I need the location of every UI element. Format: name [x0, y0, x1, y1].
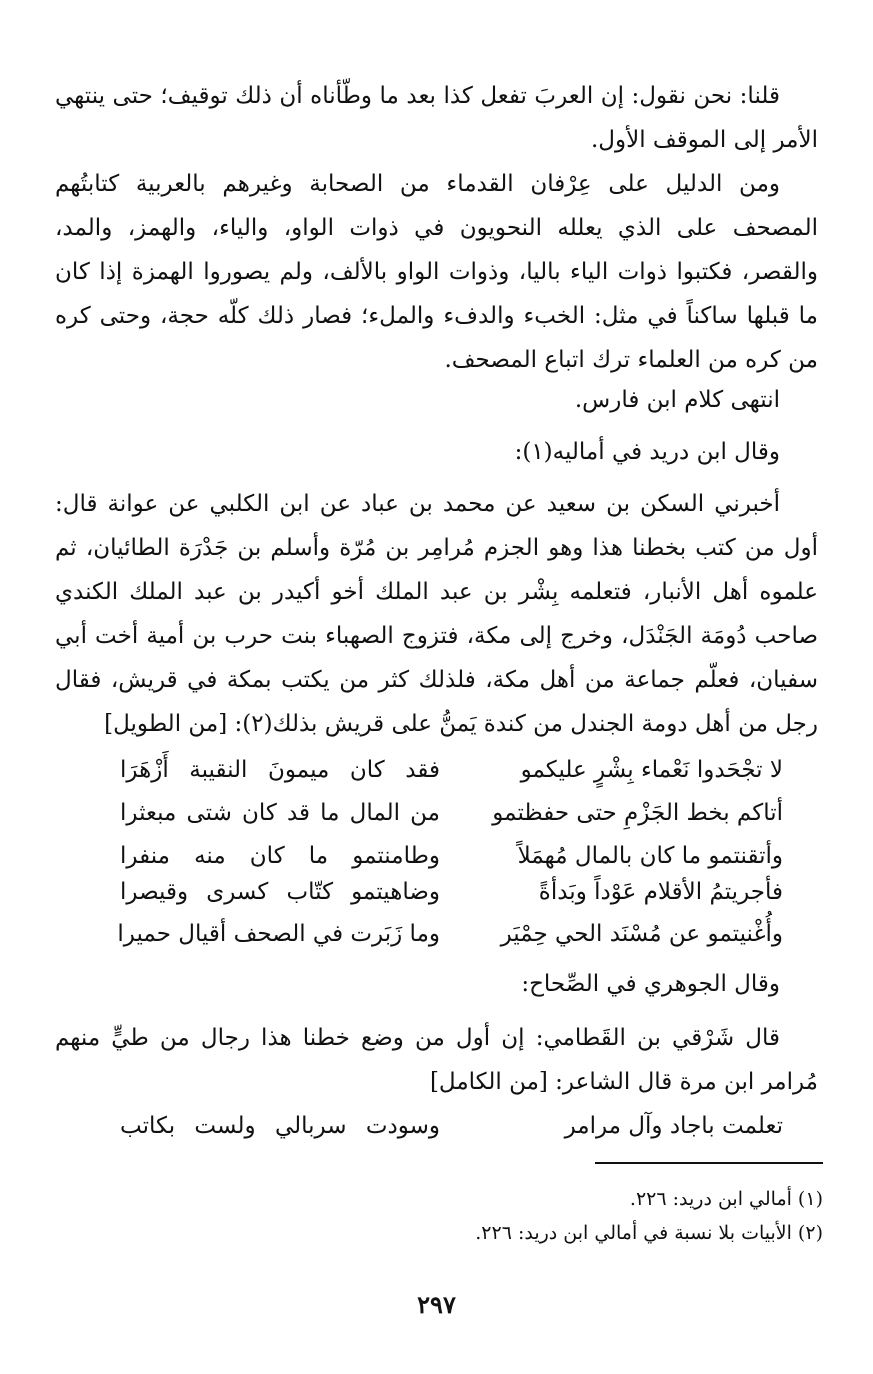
verse-first-hemistich: وأتقنتمو ما كان بالمال مُهمَلاً — [517, 843, 783, 869]
paragraph-4: وقال ابن دريد في أماليه(١): — [514, 439, 780, 465]
verse-first-hemistich: فأجريتمُ الأقلام عَوْداً وبَدأةً — [538, 879, 783, 905]
poem-verse — [120, 750, 783, 790]
footnote-1: (١) أمالي ابن دريد: ٢٢٦. — [629, 1188, 823, 1210]
paragraph-5: أخبرني السكن بن سعيد عن محمد بن عباد عن ابن الكلبي عن عوانة قال: أول من كتب بخطنا هذا وهو الجزم مُرامِر بن مُرّة وأسلم بن جَدْرَة الطائيان، ثم علموه أهل الأنبار، فتعلمه بِشْر بن عبد الملك أخو أكيدر بن عبد الملك الكندي صاحب دُومَة الجَنْدَل، وخرج إلى مكة، فتزوج الصهباء بنت حرب بن أمية أخت أبي سفيان، فعلّم جماعة من أهل مكة، فلذلك كثر من يكتب بمكة في قريش، فقال رجل من أهل دومة الجندل من كندة يَمنُّ على قريش بذلك(٢): [من الطويل] — [55, 491, 818, 737]
verse-second-hemistich: فقد كان ميمونَ النقيبة أَزْهَرَا — [120, 757, 440, 783]
poem-verse — [117, 914, 783, 954]
verse-second-hemistich: وسودت سربالي ولست بكاتب — [120, 1113, 440, 1139]
verse-first-hemistich: تعلمت باجاد وآل مرامر — [564, 1113, 783, 1139]
poem-verse — [120, 872, 783, 912]
verse-second-hemistich: من المال ما قد كان شتى مبعثرا — [120, 800, 440, 826]
paragraph-6: وقال الجوهري في الصِّحاح: — [521, 971, 780, 997]
footnote-2: (٢) الأبيات بلا نسبة في أمالي ابن دريد: ٢٢٦. — [475, 1222, 823, 1244]
poem-verse — [120, 793, 783, 833]
paragraph-7: قال شَرْقي بن القَطامي: إن أول من وضع خطنا هذا رجال من طيٍّ منهم مُرامر ابن مرة قال الشاعر: [من الكامل] — [55, 1025, 818, 1095]
paragraph-1: قلنا: نحن نقول: إن العربَ تفعل كذا بعد ما وطّأناه أن ذلك توقيف؛ حتى ينتهي الأمر إلى الموقف الأول. — [55, 83, 818, 153]
paragraph-3: انتهى كلام ابن فارس. — [574, 387, 780, 413]
page-number: ٢٩٧ — [417, 1290, 456, 1319]
footnote-separator — [595, 1162, 823, 1164]
verse-second-hemistich: وضاهيتمو كتّاب كسرى وقيصرا — [120, 879, 440, 905]
verse-first-hemistich: أتاكم بخط الجَزْمِ حتى حفظتمو — [492, 800, 783, 826]
paragraph-2: ومن الدليل على عِرْفان القدماء من الصحابة وغيرهم بالعربية كتابتُهم المصحف على الذي يعلله النحويون في ذوات الواو، والياء، والهمز، والمد، والقصر، فكتبوا ذوات الياء باليا، وذوات الواو بالألف، ولم يصوروا الهمزة إذا كان ما قبلها ساكناً في مثل: الخبء والدفء والملء؛ فصار ذلك كلّه حجة، وحتى كره من كره من العلماء ترك اتباع المصحف. — [55, 171, 818, 373]
poem-verse — [120, 1106, 783, 1146]
verse-first-hemistich: وأُغْنيتمو عن مُسْنَد الحي حِمْيَر — [500, 921, 783, 947]
verse-first-hemistich: لا تجْحَدوا نَعْماء بِشْرٍ عليكمو — [520, 757, 783, 783]
verse-second-hemistich: وطامنتمو ما كان منه منفرا — [120, 843, 440, 869]
verse-second-hemistich: وما زَبَرت في الصحف أقيال حميرا — [117, 921, 440, 947]
poem-verse — [120, 836, 783, 876]
